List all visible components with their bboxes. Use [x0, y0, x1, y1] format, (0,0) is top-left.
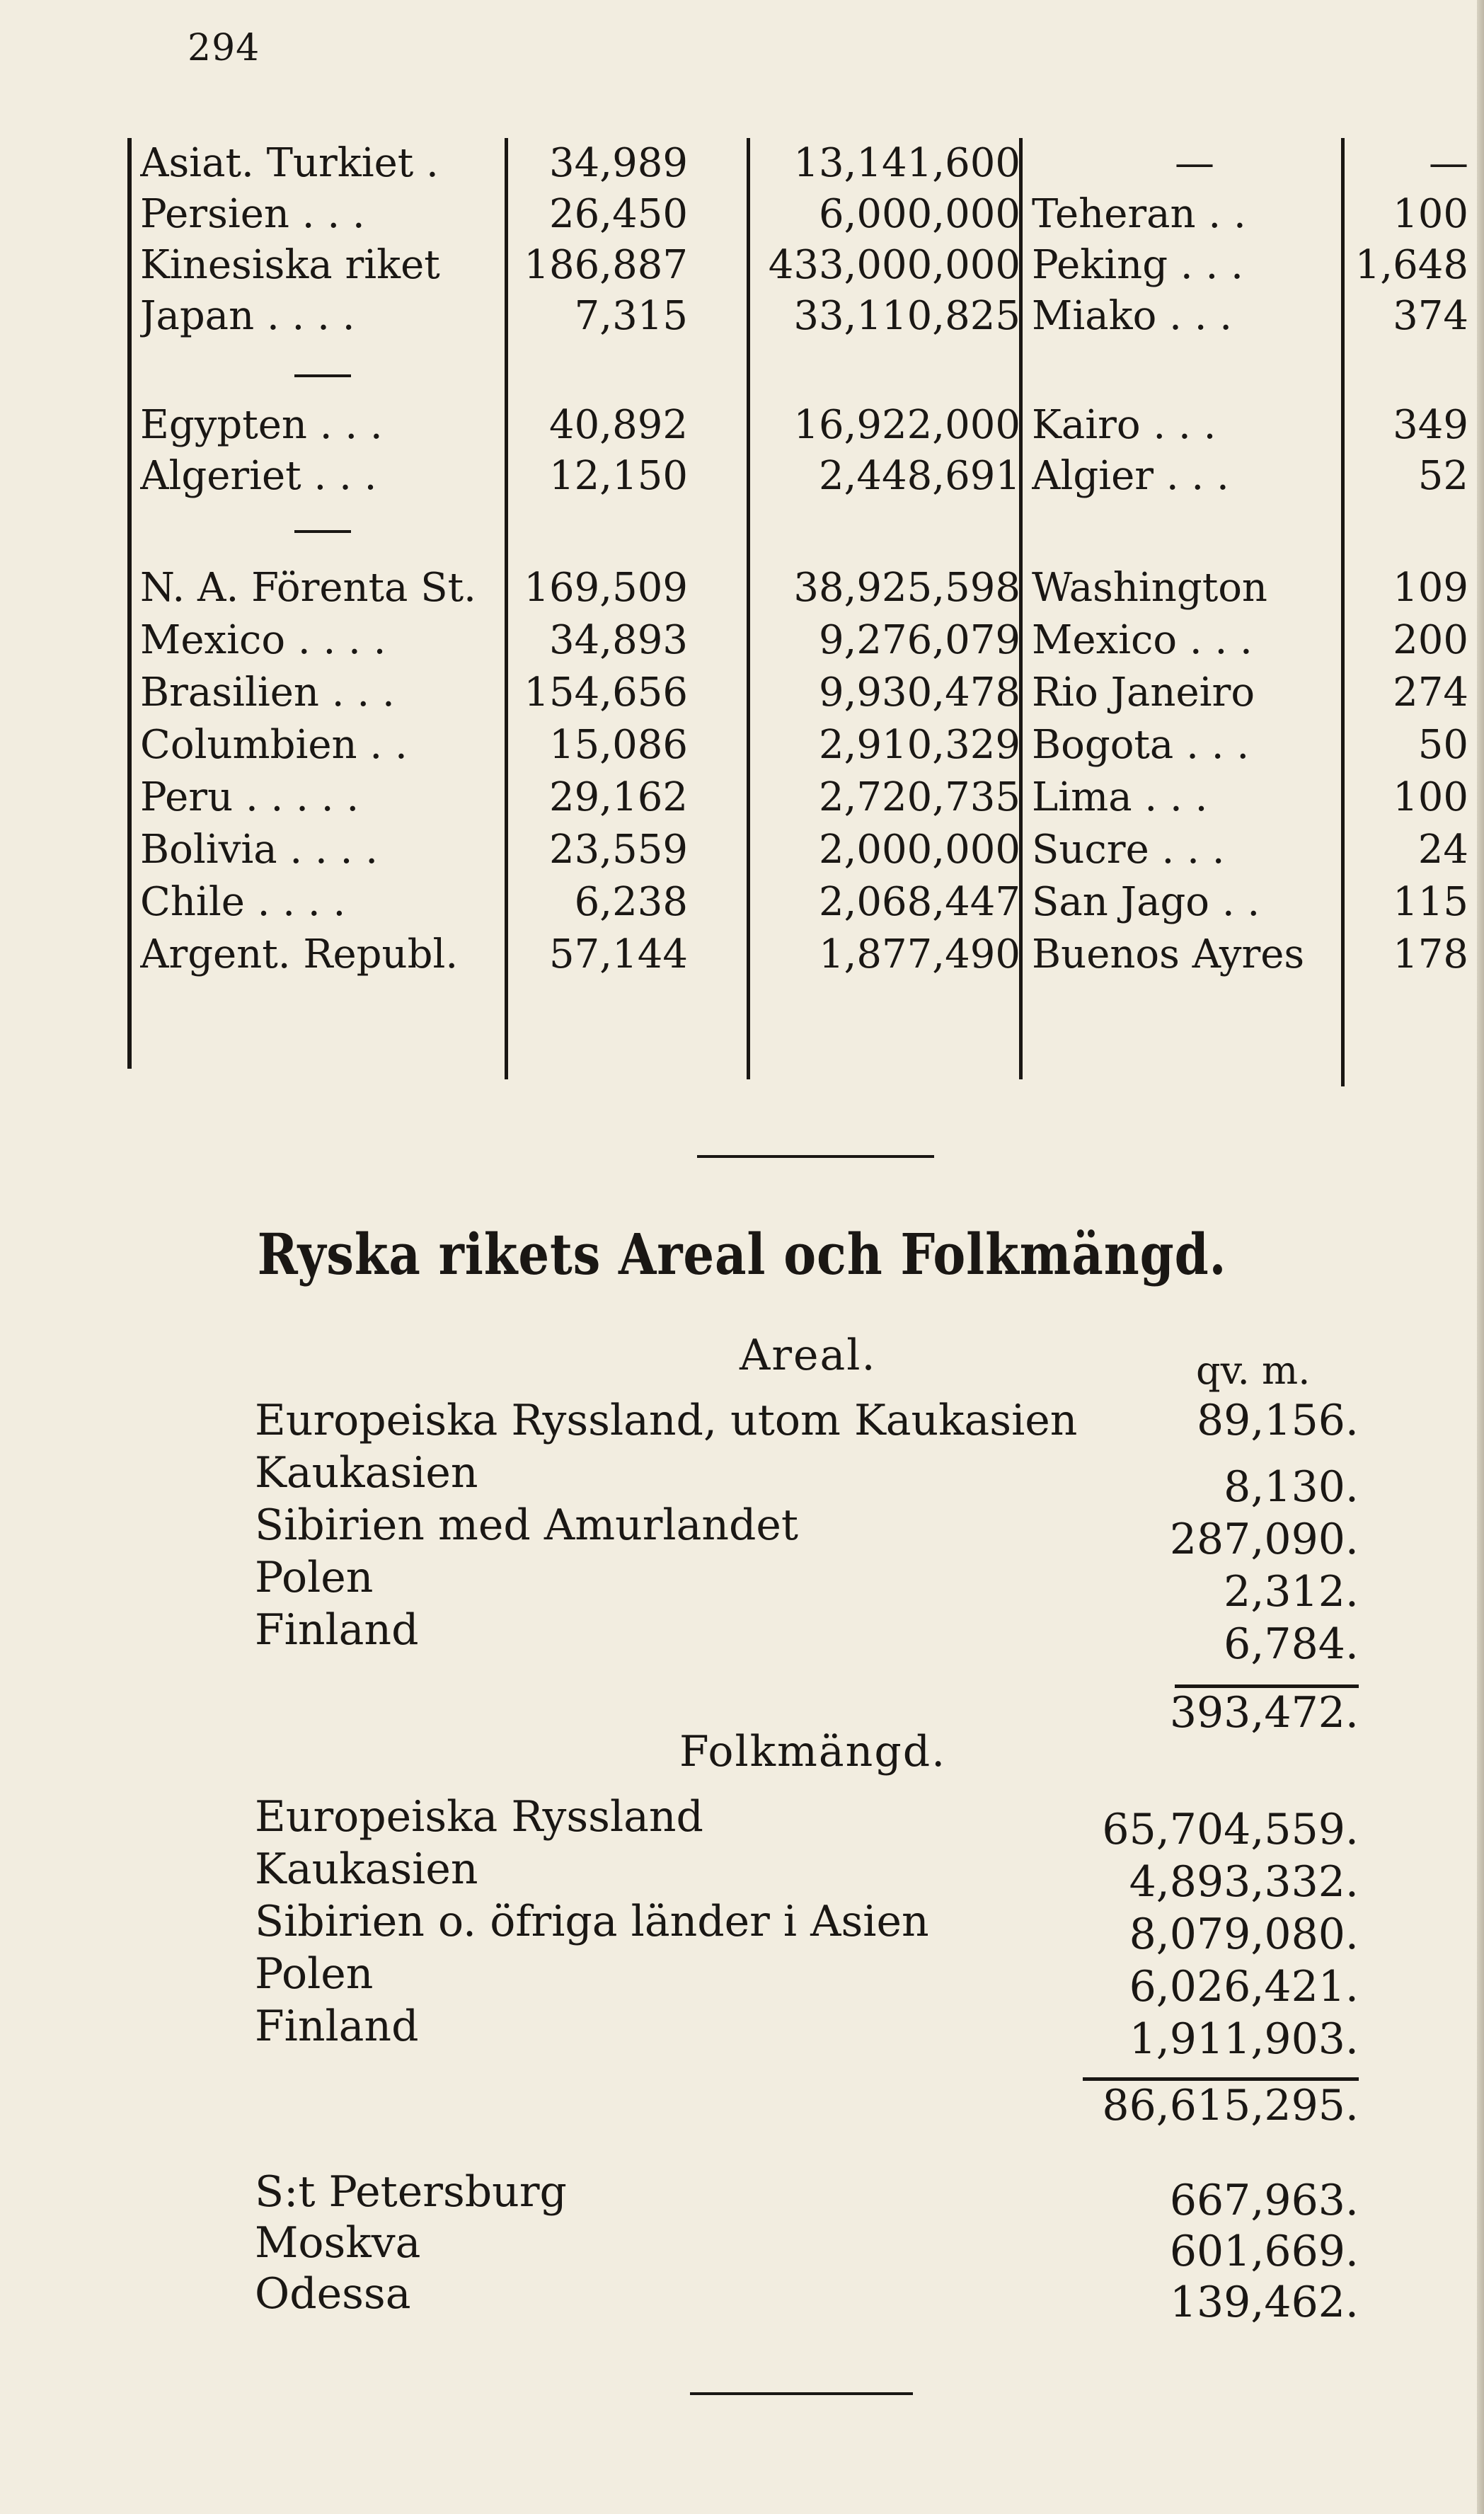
region-name: Europeiska Ryssland — [255, 1792, 703, 1842]
list-item — [255, 1447, 1359, 1512]
country-population: 2,068,447 — [818, 879, 1020, 925]
country-area: 23,559 — [549, 827, 688, 873]
list-item — [255, 1394, 1359, 1447]
region-name: Kaukasien — [255, 1844, 478, 1894]
country-name: N. A. Förenta St. — [140, 565, 476, 611]
region-value: 89,156. — [1196, 1396, 1359, 1445]
capital-population: 24 — [1417, 827, 1468, 873]
country-area: 7,315 — [574, 293, 688, 339]
table-row — [127, 877, 1479, 928]
capital-name: Miako . . . — [1032, 293, 1233, 339]
country-population: 33,110,825 — [793, 293, 1020, 339]
country-name: Bolivia . . . . — [140, 827, 379, 873]
region-name: Sibirien med Amurlandet — [255, 1500, 799, 1550]
capital-population: 200 — [1393, 617, 1468, 663]
country-name: Argent. Republ. — [140, 931, 459, 977]
table-row — [127, 563, 1479, 614]
country-area: 29,162 — [549, 774, 688, 820]
country-population: 9,930,478 — [818, 670, 1020, 716]
country-population: 6,000,000 — [818, 191, 1020, 237]
country-name: Asiat. Turkiet . — [140, 140, 439, 186]
section-title: Ryska rikets Areal och Folkmängd. — [257, 1221, 1227, 1287]
list-item — [255, 2217, 1359, 2276]
world-statistics-table — [127, 138, 1479, 1079]
country-name: Columbien . . — [140, 722, 408, 768]
capital-population: 50 — [1417, 722, 1468, 768]
city-name: Moskva — [255, 2218, 421, 2268]
country-area: 34,989 — [549, 140, 688, 186]
country-area: 40,892 — [549, 402, 688, 448]
country-population: 2,910,329 — [818, 722, 1020, 768]
list-item — [255, 1551, 1359, 1617]
list-item — [255, 1791, 1359, 1854]
list-item — [255, 2000, 1359, 2064]
capital-name: Buenos Ayres — [1032, 931, 1305, 977]
region-name: Finland — [255, 1605, 419, 1655]
city-value: 667,963. — [1169, 2176, 1359, 2225]
capital-name: Bogota . . . — [1032, 722, 1250, 768]
country-population: 433,000,000 — [768, 242, 1020, 288]
page-number: 294 — [188, 27, 260, 69]
region-name: Europeiska Ryssland, utom Kaukasien — [255, 1396, 1078, 1445]
capital-name: Kairo . . . — [1032, 402, 1216, 448]
country-population: 2,000,000 — [818, 827, 1020, 873]
group-separator — [294, 530, 351, 533]
region-value: 1,911,903. — [1129, 2014, 1359, 2064]
city-name: Odessa — [255, 2269, 411, 2319]
list-item — [255, 2166, 1359, 2225]
capital-name: Lima . . . — [1032, 774, 1208, 820]
region-value: 6,784. — [1224, 1619, 1359, 1669]
region-value: 6,026,421. — [1129, 1962, 1359, 2011]
country-population: 2,720,735 — [818, 774, 1020, 820]
region-value: 287,090. — [1169, 1515, 1359, 1564]
country-population: 9,276,079 — [818, 617, 1020, 663]
region-name: Polen — [255, 1553, 374, 1602]
region-name: Sibirien o. öfriga länder i Asien — [255, 1897, 929, 1946]
city-name: S:t Petersburg — [255, 2167, 567, 2217]
capital-population: 1,648 — [1354, 242, 1468, 288]
country-name: Chile . . . . — [140, 879, 346, 925]
capital-population: 100 — [1393, 191, 1468, 237]
table-row — [127, 189, 1479, 240]
section-divider — [697, 1155, 934, 1158]
region-name: Polen — [255, 1949, 374, 1999]
country-population: 16,922,000 — [793, 402, 1020, 448]
country-population: 1,877,490 — [818, 931, 1020, 977]
country-area: 12,150 — [549, 453, 688, 499]
country-population: 13,141,600 — [793, 140, 1020, 186]
country-name: Algeriet . . . — [140, 453, 377, 499]
table-row — [127, 451, 1479, 502]
capital-population: 52 — [1417, 453, 1468, 499]
table-row — [127, 291, 1479, 342]
country-name: Brasilien . . . — [140, 670, 395, 716]
country-name: Mexico . . . . — [140, 617, 386, 663]
table-row — [127, 772, 1479, 823]
country-name: Persien . . . — [140, 191, 365, 237]
capital-name: Mexico . . . — [1032, 617, 1253, 663]
capital-name: Rio Janeiro — [1032, 670, 1255, 716]
list-item — [255, 1895, 1359, 1959]
country-area: 154,656 — [524, 670, 688, 716]
capital-population: 100 — [1393, 774, 1468, 820]
capital-population: 115 — [1393, 879, 1468, 925]
table-row — [127, 667, 1479, 718]
region-value: 8,079,080. — [1129, 1910, 1359, 1959]
group-separator — [294, 374, 351, 377]
capital-population: 274 — [1393, 670, 1468, 716]
table-row — [127, 720, 1479, 771]
region-value: 8,130. — [1224, 1462, 1359, 1512]
capital-population: 374 — [1393, 293, 1468, 339]
capital-name: Washington — [1032, 565, 1267, 611]
capital-name: San Jago . . — [1032, 879, 1260, 925]
city-value: 139,462. — [1169, 2278, 1359, 2327]
country-area: 26,450 — [549, 191, 688, 237]
capital-population: 349 — [1393, 402, 1468, 448]
list-item — [255, 1499, 1359, 1564]
country-name: Kinesiska riket — [140, 242, 440, 288]
capital-name: Algier . . . — [1032, 453, 1229, 499]
region-value: 65,704,559. — [1102, 1805, 1359, 1854]
country-area: 34,893 — [549, 617, 688, 663]
areal-total: 393,472. — [1169, 1688, 1359, 1738]
areal-unit: qv. m. — [1196, 1348, 1311, 1393]
table-row — [127, 400, 1479, 451]
capital-name: Teheran . . — [1032, 191, 1246, 237]
city-value: 601,669. — [1169, 2227, 1359, 2276]
region-value: 2,312. — [1224, 1567, 1359, 1617]
country-population: 2,448,691 — [818, 453, 1020, 499]
country-name: Japan . . . . — [140, 293, 355, 339]
country-area: 186,887 — [524, 242, 688, 288]
table-row — [127, 138, 1479, 189]
country-name: Egypten . . . — [140, 402, 383, 448]
folkmangd-total: 86,615,295. — [1102, 2081, 1359, 2130]
list-item — [255, 1948, 1359, 2011]
table-row — [127, 615, 1479, 666]
country-population: 38,925,598 — [793, 565, 1020, 611]
region-name: Finland — [255, 2002, 419, 2051]
region-name: Kaukasien — [255, 1448, 478, 1498]
list-item — [255, 1604, 1359, 1669]
capital-population: 178 — [1393, 931, 1468, 977]
table-row — [127, 825, 1479, 876]
capital-name: Peking . . . — [1032, 242, 1243, 288]
list-item — [255, 1843, 1359, 1907]
country-area: 57,144 — [549, 931, 688, 977]
bottom-divider — [690, 2392, 913, 2395]
list-item — [255, 2268, 1359, 2327]
capital-name: — — [1175, 140, 1214, 186]
country-name: Peru . . . . . — [140, 774, 360, 820]
region-value: 4,893,332. — [1129, 1857, 1359, 1907]
country-area: 15,086 — [549, 722, 688, 768]
capital-population: — — [1429, 140, 1468, 186]
capital-name: Sucre . . . — [1032, 827, 1225, 873]
areal-heading: Areal. — [740, 1331, 877, 1380]
country-area: 169,509 — [524, 565, 688, 611]
country-area: 6,238 — [574, 879, 688, 925]
capital-population: 109 — [1393, 565, 1468, 611]
folkmangd-heading: Folkmängd. — [679, 1727, 947, 1777]
table-row — [127, 240, 1479, 291]
table-row — [127, 929, 1479, 980]
